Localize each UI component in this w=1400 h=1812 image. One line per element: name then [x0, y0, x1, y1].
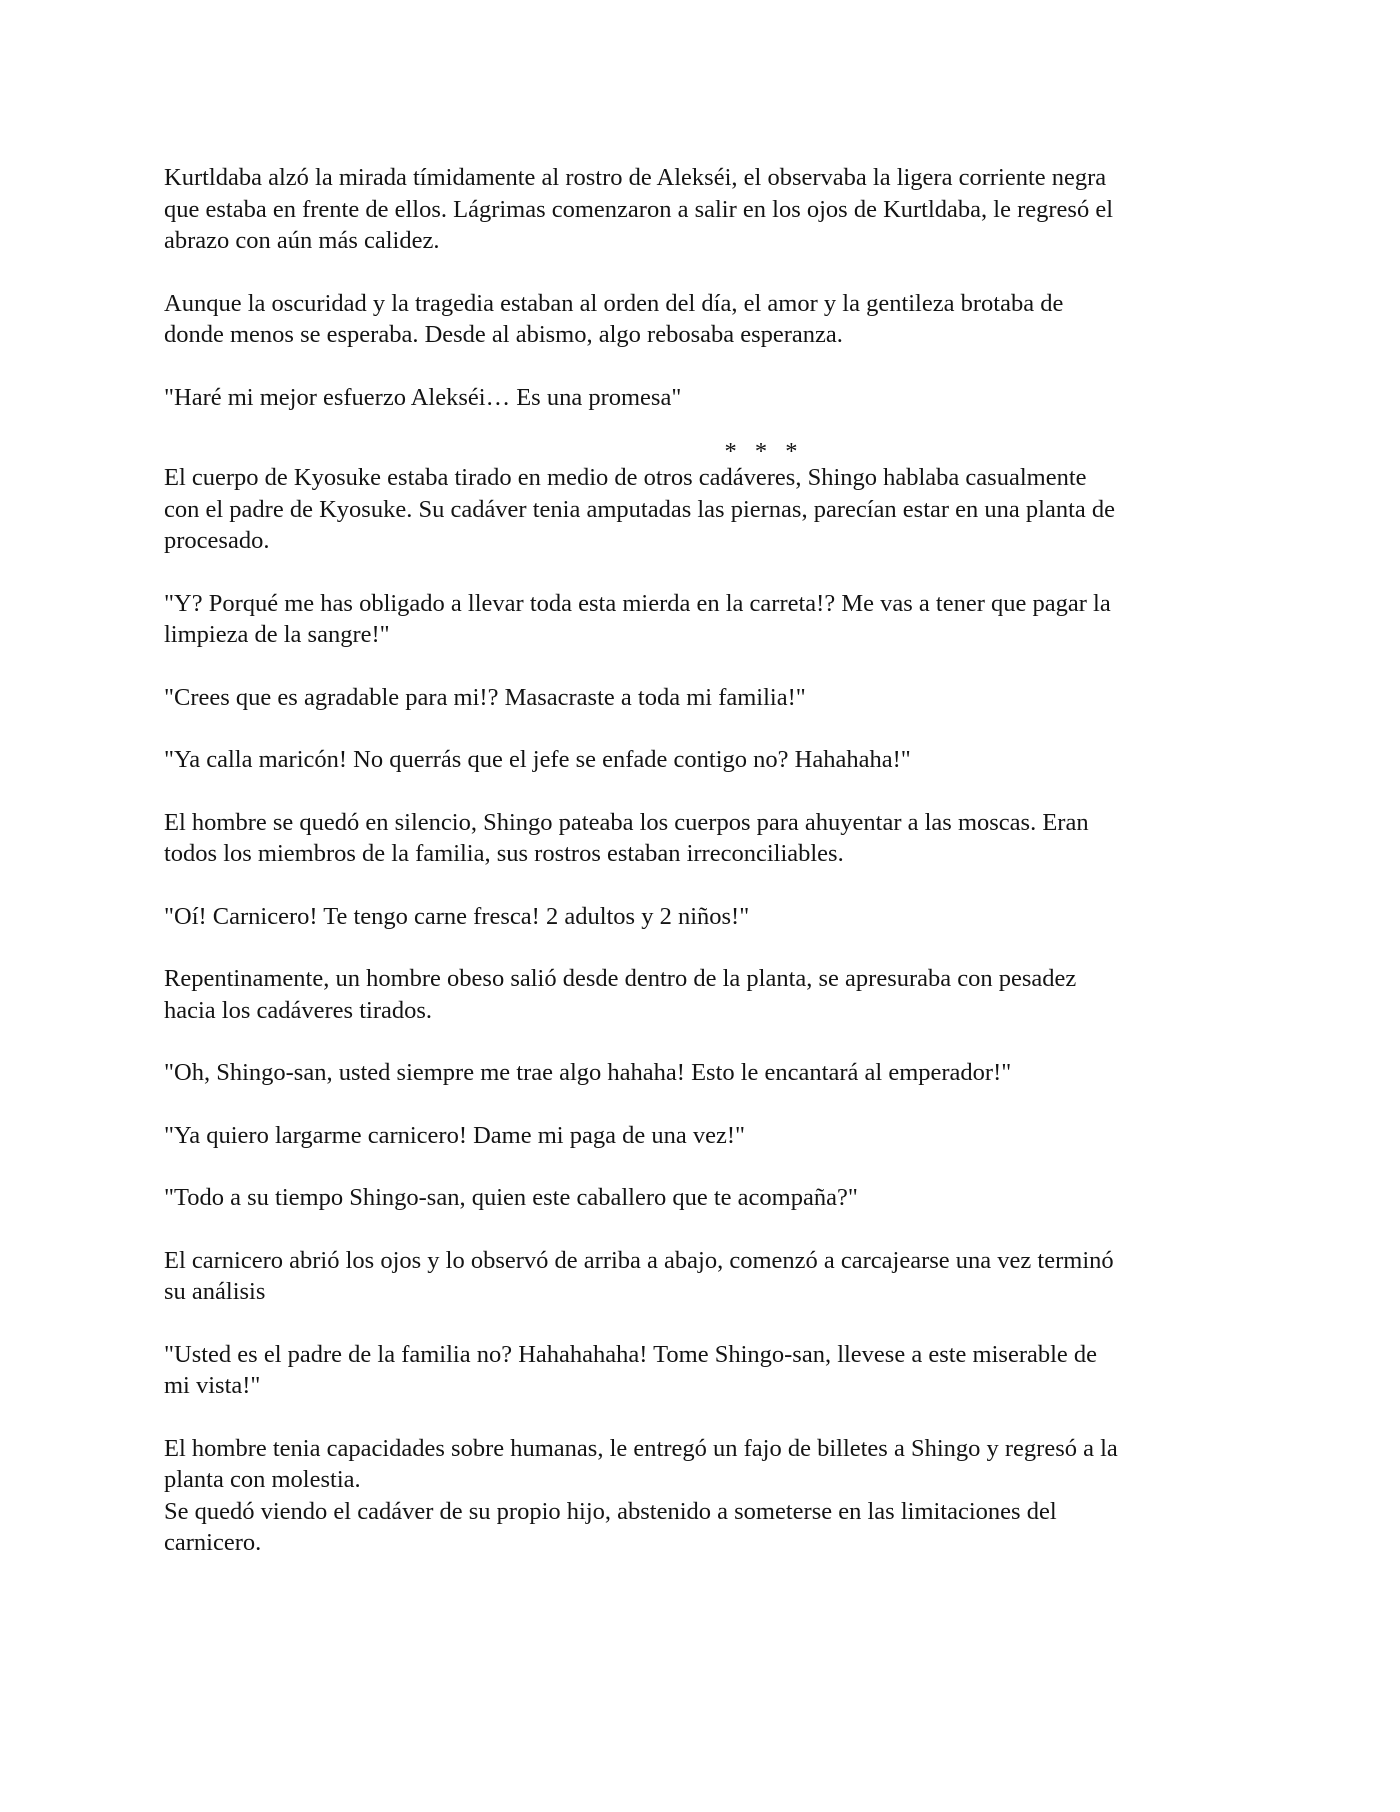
text-line: limpieza de la sangre!" — [164, 621, 390, 648]
paragraph — [164, 1339, 1244, 1402]
paragraph — [164, 1120, 1244, 1152]
scene-separator: * * * — [724, 438, 804, 465]
text-line: El hombre se quedó en silencio, Shingo pateaba los cuerpos para ahuyentar a las moscas. Eran — [164, 808, 1089, 836]
text-line: mi vista!" — [164, 1372, 261, 1399]
text-line: con el padre de Kyosuke. Su cadáver tenia amputadas las piernas, parecían estar en una planta de — [164, 495, 1116, 523]
text-section-1 — [164, 162, 1244, 413]
text-line: "Haré mi mejor esfuerzo Alekséi… Es una promesa" — [164, 383, 682, 411]
text-line: "Oh, Shingo-san, usted siempre me trae algo hahaha! Esto le encantará al emperador!" — [164, 1059, 1012, 1086]
text-line: Aunque la oscuridad y la tragedia estaban al orden del día, el amor y la gentileza brotaba de — [164, 289, 1064, 317]
paragraph — [164, 744, 1244, 776]
text-line: su análisis — [164, 1278, 266, 1305]
paragraph — [164, 1245, 1244, 1308]
paragraph — [164, 682, 1244, 714]
text-line: El cuerpo de Kyosuke estaba tirado en medio de otros cadáveres, Shingo hablaba casualmente — [164, 464, 1087, 491]
paragraph — [164, 963, 1244, 1026]
paragraph — [164, 382, 1244, 414]
text-line: "Ya quiero largarme carnicero! Dame mi paga de una vez!" — [164, 1121, 745, 1149]
text-line: "Usted es el padre de la familia no? Hahahahaha! Tome Shingo-san, llevese a este miserable de — [164, 1340, 1098, 1368]
text-line: planta con molestia. — [164, 1466, 361, 1493]
text-line: abrazo con aún más calidez. — [164, 227, 440, 254]
text-line: El carnicero abrió los ojos y lo observó de arriba a abajo, comenzó a carcajearse una vez terminó — [164, 1246, 1114, 1274]
text-line: Se quedó viendo el cadáver de su propio hijo, abstenido a someterse en las limitaciones del — [164, 1497, 1057, 1525]
text-line: que estaba en frente de ellos. Lágrimas comenzaron a salir en los ojos de Kurtldaba, le regresó el — [164, 195, 1114, 223]
text-line: Kurtldaba alzó la mirada tímidamente al rostro de Alekséi, el observaba la ligera corriente negra — [164, 164, 1107, 191]
text-line: El hombre tenia capacidades sobre humanas, le entregó un fajo de billetes a Shingo y regresó a la — [164, 1434, 1118, 1462]
text-line: hacia los cadáveres tirados. — [164, 996, 433, 1024]
text-line: todos los miembros de la familia, sus rostros estaban irreconciliables. — [164, 840, 844, 867]
text-line: carnicero. — [164, 1529, 262, 1556]
paragraph — [164, 807, 1244, 870]
paragraph — [164, 1182, 1244, 1214]
paragraph — [164, 1433, 1244, 1559]
text-line: "Oí! Carnicero! Te tengo carne fresca! 2 adultos y 2 niños!" — [164, 902, 750, 930]
text-line: "Todo a su tiempo Shingo-san, quien este caballero que te acompaña?" — [164, 1184, 858, 1211]
text-line: procesado. — [164, 527, 270, 554]
text-line: Repentinamente, un hombre obeso salió desde dentro de la planta, se apresuraba con pesadez — [164, 965, 1077, 992]
document-page — [164, 162, 1244, 1590]
paragraph — [164, 588, 1244, 651]
paragraph — [164, 288, 1244, 351]
paragraph — [164, 162, 1244, 257]
paragraph — [164, 462, 1244, 557]
text-line: "Ya calla maricón! No querrás que el jefe se enfade contigo no? Hahahaha!" — [164, 746, 911, 773]
text-line: "Crees que es agradable para mi!? Masacraste a toda mi familia!" — [164, 683, 806, 711]
paragraph — [164, 901, 1244, 933]
text-section-2 — [164, 462, 1244, 1559]
text-line: "Y? Porqué me has obligado a llevar toda esta mierda en la carreta!? Me vas a tener que pagar la — [164, 589, 1111, 617]
text-line: donde menos se esperaba. Desde al abismo, algo rebosaba esperanza. — [164, 321, 843, 348]
paragraph — [164, 1057, 1244, 1089]
